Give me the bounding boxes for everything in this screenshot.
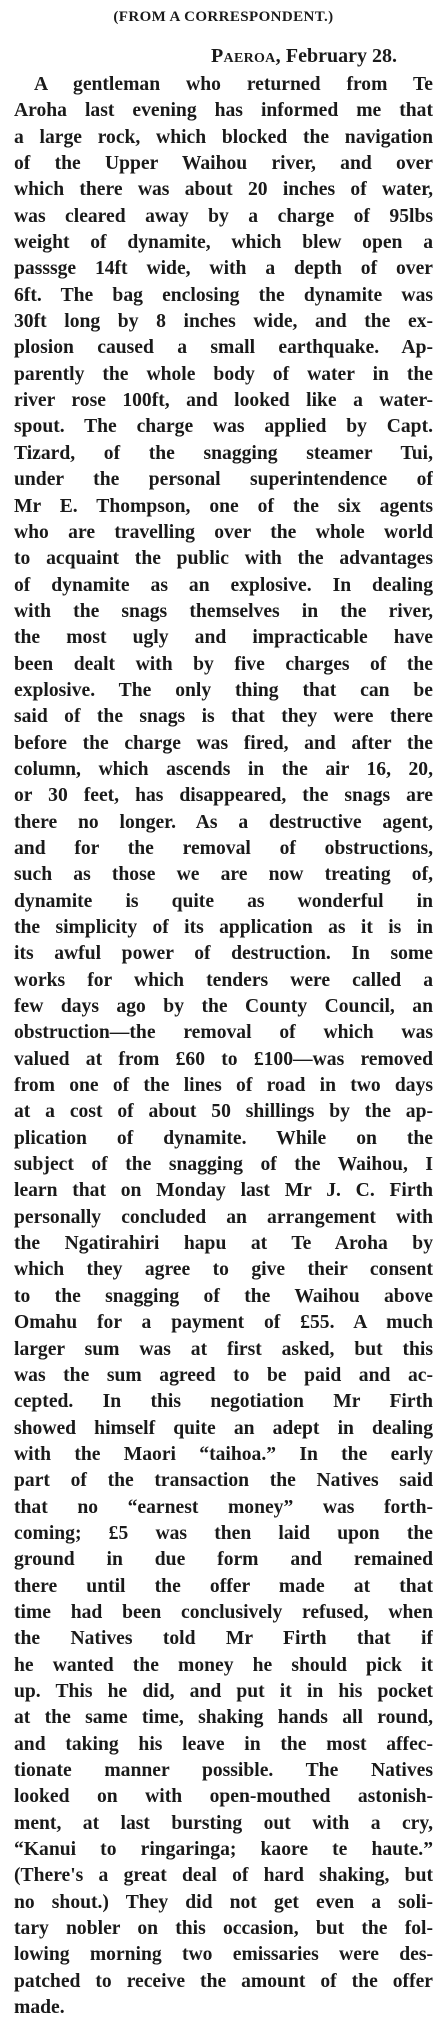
article-line: and for the removal of obstructions, [14,837,433,859]
article-line: before the charge was fired, and after the [14,732,433,754]
article-line: there until the offer made at that [14,1575,433,1597]
article-line: dynamite is quite as wonderful in [14,890,433,912]
dateline-date: February 28. [285,45,397,67]
article-line: its awful power of destruction. In some [14,943,433,965]
article-line: ment, at last bursting out with a cry, [14,1812,433,1834]
article-line: ground in due form and remained [14,1549,433,1571]
article-line: works for which tenders were called a [14,969,433,991]
article-line: which there was about 20 inches of water, [14,179,433,201]
article-line: Tizard, of the snagging steamer Tui, [14,442,433,464]
article-line: there no longer. As a destructive agent, [14,811,433,833]
article-line: spout. The charge was applied by Capt. [14,416,433,438]
article-line: at the same time, shaking hands all round, [14,1707,433,1729]
article-line: and taking his leave in the most affec- [14,1733,433,1755]
article-line: patched to receive the amount of the offer [14,1970,433,1992]
article-line: made. [14,1997,65,2019]
article-line: river rose 100ft, and looked like a water- [14,390,433,412]
dateline-place: Paeroa, [211,45,281,67]
article-line: the simplicity of its application as it is in [14,917,433,938]
article-line: coming; £5 was then laid upon the [14,1522,433,1544]
article-line: passsge 14ft wide, with a depth of over [14,258,433,280]
article-line: the Ngatirahiri hapu at Te Aroha by [14,1233,433,1255]
article-line: cepted. In this negotiation Mr Firth [14,1391,433,1413]
article-line: showed himself quite an adept in dealing [14,1417,433,1439]
article-line: from one of the lines of road in two days [14,1075,433,1097]
article-body [14,72,433,2021]
article-line: Omahu for a payment of £55. A much [14,1312,433,1334]
article-line: under the personal superintendence of [14,469,433,491]
article-line: or 30 feet, has disappeared, the snags are [14,785,433,807]
article-line: with the Maori “taihoa.” In the early [14,1443,433,1465]
article-line: been dealt with by five charges of the [14,653,433,675]
article-line: 30ft long by 8 inches wide, and the ex- [14,311,433,333]
article-line: Mr E. Thompson, one of the six agents [14,495,433,517]
article-line: valued at from £60 to £100—was removed [14,1048,433,1070]
dateline [14,42,397,70]
article-line: up. This he did, and put it in his pocket [14,1680,433,1702]
article-line: (There's a great deal of hard shaking, but [14,1865,433,1887]
article-line: A gentleman who returned from Te [34,74,433,95]
article-line: part of the transaction the Natives said [14,1470,433,1492]
article-line: to the snagging of the Waihou above [14,1285,433,1307]
article-line: with the snags themselves in the river, [14,600,433,622]
article-line: a large rock, which blocked the navigation [14,126,433,148]
article-line: weight of dynamite, which blew open a [14,232,433,254]
article-line: explosive. The only thing that can be [14,679,433,701]
article-line: column, which ascends in the air 16, 20, [14,758,433,780]
article-line: the Natives told Mr Firth that if [14,1628,433,1650]
article-line: few days ago by the County Council, an [14,996,433,1018]
article-line: which they agree to give their consent [14,1259,433,1281]
article-line: larger sum was at first asked, but this [14,1338,433,1360]
article-line: of the Upper Waihou river, and over [14,153,433,175]
article-line: lowing morning two emissaries were des- [14,1944,433,1966]
article-line: learn that on Monday last Mr J. C. Firth [14,1180,433,1202]
article-line: plication of dynamite. While on the [14,1127,433,1149]
article-line: was the sum agreed to be paid and ac- [14,1364,433,1386]
article-line: looked on with open-mouthed astonish- [14,1786,433,1808]
article-line: tary nobler on this occasion, but the fol- [14,1918,433,1940]
article-line: time had been conclusively refused, when [14,1601,433,1623]
article-line: was cleared away by a charge of 95lbs [14,205,433,227]
article-line: that no “earnest money” was forth- [14,1496,433,1518]
article-line: Aroha last evening has informed me that [14,100,433,122]
article-line: said of the snags is that they were there [14,706,433,728]
article-line: to acquaint the public with the advantages [14,548,433,570]
article-line: tionate manner possible. The Natives [14,1760,433,1781]
article-line: he wanted the money he should pick it [14,1654,433,1676]
article-line: obstruction—the removal of which was [14,1022,433,1044]
article-line: 6ft. The bag enclosing the dynamite was [14,284,433,306]
article-line: parently the whole body of water in the [14,363,433,385]
correspondent-heading: (FROM A CORRESPONDENT.) [113,9,334,25]
article-line: at a cost of about 50 shillings by the ap- [14,1101,433,1123]
article-line: “Kanui to ringaringa; kaore te haute.” [14,1839,433,1861]
article-line: of dynamite as an explosive. In dealing [14,574,433,596]
article-line: no shout.) They did not get even a soli- [14,1891,433,1913]
article-line: the most ugly and impracticable have [14,627,433,649]
article-line: such as those we are now treating of, [14,864,433,886]
article-line: personally concluded an arrangement with [14,1206,433,1228]
article-line: plosion caused a small earthquake. Ap- [14,337,433,359]
article-line: subject of the snagging of the Waihou, I [14,1154,433,1176]
article-line: who are travelling over the whole world [14,521,433,543]
